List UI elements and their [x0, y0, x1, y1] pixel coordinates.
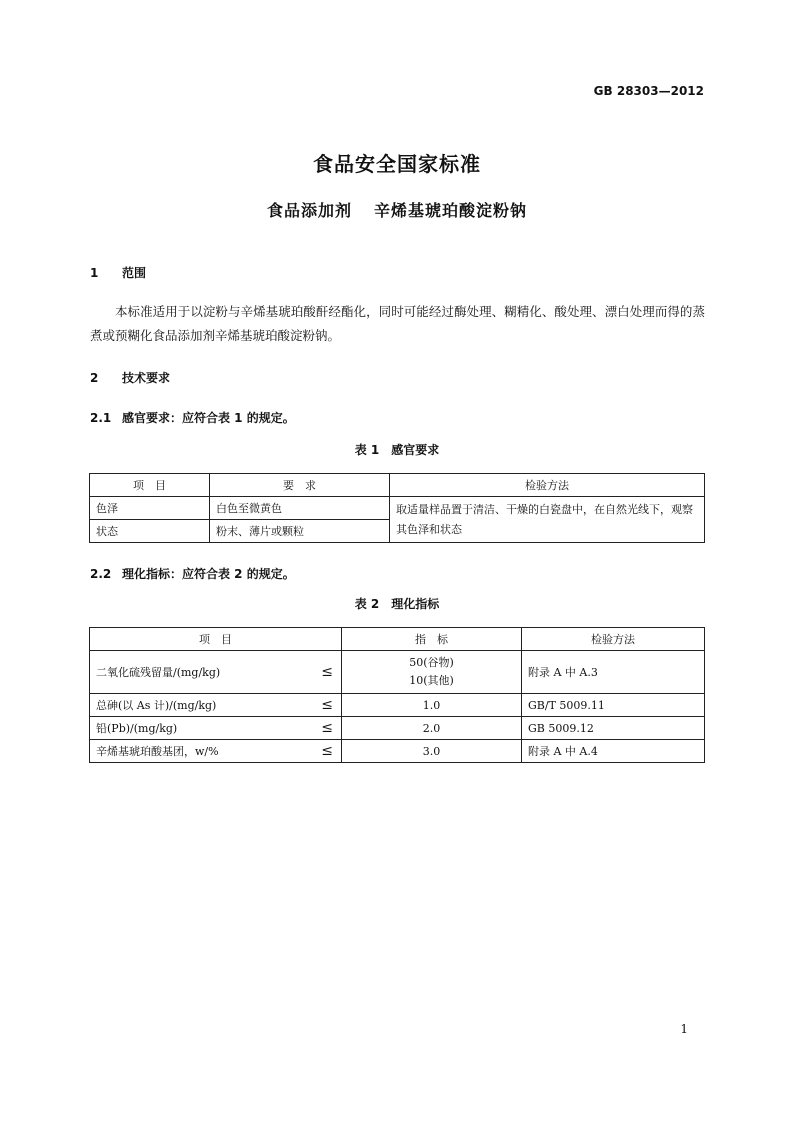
cell-requirement: 白色至微黄色: [210, 497, 390, 520]
section-2-2-heading: [90, 565, 295, 582]
header-indicator: 指 标: [342, 628, 522, 651]
section-2-heading: [90, 369, 170, 386]
cell-indicator: 1.0: [342, 694, 522, 717]
standard-number: GB 28303—2012: [593, 84, 704, 98]
table-1-caption: 表 1 感官要求: [354, 443, 440, 457]
table-row: [90, 497, 705, 520]
le-symbol: ≤: [321, 743, 333, 759]
cell-item: [90, 740, 342, 763]
le-symbol: ≤: [321, 697, 333, 713]
cell-method: 取适量样品置于清洁、干燥的白瓷盘中，在自然光线下，观察其色泽和状态: [390, 497, 705, 543]
sensory-requirements-table: [89, 473, 705, 543]
header-method: 检验方法: [522, 628, 705, 651]
cell-item: 色泽: [90, 497, 210, 520]
section-title: 感官要求：应符合表 1 的规定。: [122, 411, 295, 425]
cell-item: [90, 651, 342, 694]
indicator-value-other: 10(其他): [409, 674, 454, 687]
table-row: [90, 694, 705, 717]
section-number: 2.1: [90, 411, 112, 425]
section-1-heading: [90, 264, 146, 281]
cell-indicator: 3.0: [342, 740, 522, 763]
subtitle-category: 食品添加剂: [266, 201, 352, 220]
table-row: [90, 740, 705, 763]
section-title: 范围: [122, 266, 147, 280]
le-symbol: ≤: [321, 720, 333, 736]
table-header-row: [90, 628, 705, 651]
section-2-1-heading: [90, 409, 295, 426]
table-2-caption: 表 2 理化指标: [354, 597, 440, 611]
header-item: 项 目: [90, 474, 210, 497]
section-number: 1: [90, 266, 99, 280]
indicator-value-grain: 50(谷物): [409, 656, 454, 669]
table-row: [90, 717, 705, 740]
section-number: 2: [90, 371, 99, 385]
cell-method: GB/T 5009.11: [522, 694, 705, 717]
cell-method: GB 5009.12: [522, 717, 705, 740]
page-number: 1: [680, 1022, 688, 1036]
header-requirement: 要 求: [210, 474, 390, 497]
section-title: 理化指标：应符合表 2 的规定。: [122, 567, 295, 581]
cell-method: 附录 A 中 A.4: [522, 740, 705, 763]
table-row: [90, 651, 705, 694]
cell-item: [90, 694, 342, 717]
item-label: 二氧化硫残留量/(mg/kg): [96, 666, 221, 679]
item-label: 铅(Pb)/(mg/kg): [96, 722, 178, 735]
le-symbol: ≤: [321, 664, 333, 680]
cell-item: [90, 717, 342, 740]
item-label: 总砷(以 As 计)/(mg/kg): [96, 699, 217, 712]
header-item: 项 目: [90, 628, 342, 651]
item-label: 辛烯基琥珀酸基团，w/%: [96, 745, 219, 758]
document-title: 食品安全国家标准: [313, 152, 481, 176]
cell-requirement: 粉末、薄片或颗粒: [210, 520, 390, 543]
header-method: 检验方法: [390, 474, 705, 497]
physicochemical-indicators-table: [89, 627, 705, 763]
scope-paragraph: 本标准适用于以淀粉与辛烯基琥珀酸酐经酯化，同时可能经过酶处理、糊精化、酸处理、漂白处理而得的蒸煮或预糊化食品添加剂辛烯基琥珀酸淀粉钠。: [90, 304, 705, 343]
cell-indicator: [342, 651, 522, 694]
section-number: 2.2: [90, 567, 112, 581]
table-header-row: [90, 474, 705, 497]
subtitle-product: 辛烯基琥珀酸淀粉钠: [374, 201, 528, 220]
cell-item: 状态: [90, 520, 210, 543]
section-title: 技术要求: [122, 371, 171, 385]
cell-method: 附录 A 中 A.3: [522, 651, 705, 694]
document-subtitle: [0, 198, 794, 221]
cell-indicator: 2.0: [342, 717, 522, 740]
